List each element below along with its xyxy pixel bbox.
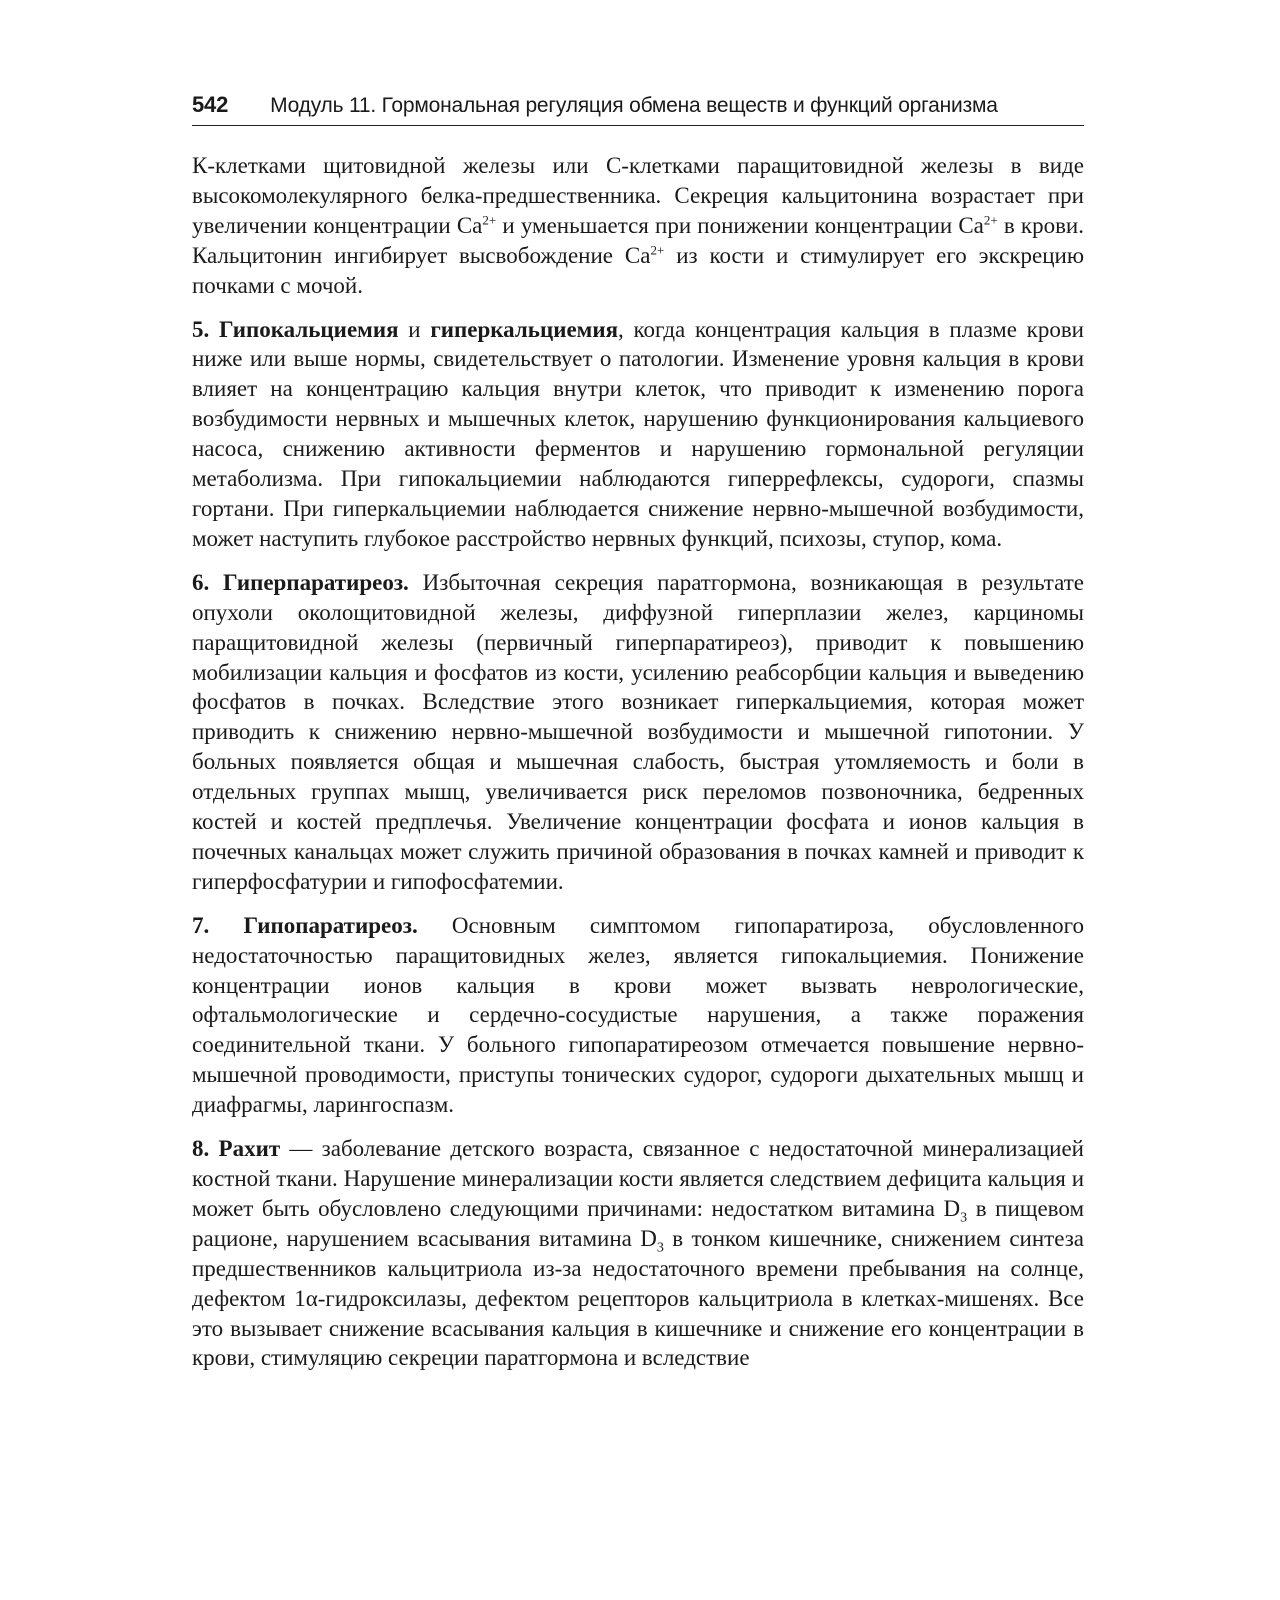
- superscript: 2+: [983, 212, 998, 228]
- superscript: 2+: [482, 212, 497, 228]
- superscript: 2+: [650, 242, 665, 258]
- paragraph-hypocalcemia: 5. Гипокальциемия и гиперкальциемия, когда концентрация кальция в плазме крови ниже или выше нормы, свидетельствует о патологии. Изменение уровня кальция в крови влияет на концентрацию кальция внутри клеток, что приводит к изменению порога возбудимости нервных и мышечных клеток, нарушению функционирования кальциевого насоса, снижению активности ферментов и нарушению гормональной регуляции метаболизма. При гипокальциемии наблюдаются гиперрефлексы, судороги, спазмы гортани. При гиперкальциемии наблюдается снижение нервно-мышечной возбудимости, может наступить глубокое расстройство нервных функций, психозы, ступор, кома.: [192, 316, 1084, 551]
- page-header: [192, 92, 1084, 126]
- page-body: [192, 151, 1084, 1387]
- section-heading: 7. Гипопаратиреоз.: [192, 912, 418, 938]
- section-heading: гиперкальциемия: [430, 316, 619, 342]
- section-heading: 8. Рахит: [192, 1136, 281, 1162]
- subscript: 3: [960, 1210, 968, 1226]
- running-title: Модуль 11. Гормональная регуляция обмена веществ и функций организма: [270, 94, 998, 117]
- paragraph-hyperparathyroidism: 6. Гиперпаратиреоз. Избыточная секреция паратгормона, возникающая в результате опухоли околощитовидной железы, диффузной гиперплазии желез, карциномы паращитовидной железы (первичный гиперпаратиреоз), приводит к повышению мобилизации кальция и фосфатов из кости, усилению реабсорбции кальция и выведению фосфатов в почках. Вследствие этого возникает гиперкальциемия, которая может приводить к снижению нервно-мышечной возбудимости и мышечной гипотонии. У больных появляется общая и мышечная слабость, быстрая утомляемость и боли в отдельных группах мышц, увеличивается риск переломов позвоночника, бедренных костей и костей предплечья. Увеличение концентрации фосфата и ионов кальция в почечных канальцах может служить причиной образования в почках камней и приводит к гиперфосфатурии и гипофосфатемии.: [192, 569, 1084, 894]
- section-heading: 6. Гиперпаратиреоз.: [192, 569, 409, 595]
- subscript: 3: [656, 1240, 664, 1256]
- page-number: 542: [192, 92, 229, 117]
- section-heading: 5. Гипокальциемия: [192, 316, 399, 342]
- paragraph-rickets: 8. Рахит — заболевание детского возраста, связанное с недостаточной минерализацией костной ткани. Нарушение минерализации кости является следствием дефицита кальция и может быть обусловлено следующими причинами: недостатком витамина $D_3$ в пищевом рационе, нарушением всасывания витамина $D_3$ в тонком кишечнике, снижением синтеза предшественников кальцитриола из-за недостаточного времени пребывания на солнце, дефектом 1α-гидроксилазы, дефектом рецепторов кальцитриола в клетках-мишенях. Все это вызывает снижение всасывания кальция в кишечнике и снижение его концентрации в крови, стимуляцию секреции паратгормона и вследствие: [192, 1136, 1085, 1371]
- paragraph-calcitonin: К-клетками щитовидной железы или С-клетками паращитовидной железы в виде высокомолекулярного белка-предшественника. Секреция кальцитонина возрастает при увеличении концентрации $Са^{2+}$ и уменьшается при понижении концентрации $Са^{2+}$ в крови. Кальцитонин ингибирует высвобождение $Са^{2+}$ из кости и стимулирует его экскрецию почками с мочой.: [192, 153, 1084, 298]
- paragraph-hypoparathyroidism: 7. Гипопаратиреоз. Основным симптомом гипопаратироза, обусловленного недостаточностью паращитовидных желез, является гипокальциемия. Понижение концентрации ионов кальция в крови может вызвать неврологические, офтальмологические и сердечно-сосудистые нарушения, а также поражения соединительной ткани. У больного гипопаратиреозом отмечается повышение нервно-мышечной проводимости, приступы тонических судорог, судороги дыхательных мышц и диафрагмы, ларингоспазм.: [192, 912, 1084, 1118]
